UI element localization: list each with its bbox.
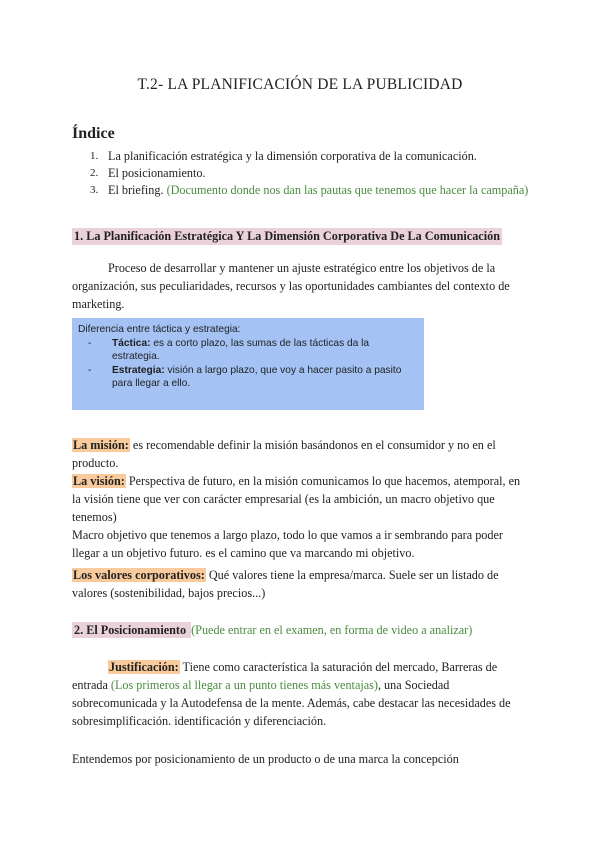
mision-text: es recomendable definir la misión basándonos en el consumidor y no en el producto. [72,438,496,470]
dash-bullet: - [88,337,92,349]
valores-paragraph [72,566,528,602]
box-item-label: Estrategia: [112,364,165,376]
posicionamiento-paragraph: Entendemos por posicionamiento de un producto o de una marca la concepción [72,752,459,766]
justificacion-text-cont: , una Sociedad sobrecomunicada y la Autodefensa de la mente. Además, cabe destacar las necesidades de sobresimplificación. identificación y diferenciación. [72,678,511,728]
justificacion-paragraph [72,658,528,730]
index-heading: Índice [72,125,115,142]
list-item-text: El briefing. [108,183,167,197]
section1-heading: 1. La Planificación Estratégica Y La Dimensión Corporativa De La Comunicación [74,229,500,243]
vision-paragraph [72,472,528,526]
list-item-note: (Documento donde nos dan las pautas que tenemos que hacer la campaña) [166,183,529,197]
vision-text: Perspectiva de futuro, en la misión comunicamos lo que hacemos, atemporal, en la visión tiene que ver con carácter empresarial (es la ambición, un macro objetivo que tenemos) [72,474,521,524]
section1-intro: Proceso de desarrollar y mantener un ajuste estratégico entre los objetivos de la organización, sus peculiaridades, recursos y las oportunidades cambiantes del contexto de marketing. [72,261,510,311]
list-item [72,148,532,164]
box-item-label: Táctica: [112,337,151,349]
mision-label: La misión: [73,438,129,452]
section2-note: (Puede entrar en el examen, en forma de video a analizar) [191,623,473,637]
dash-bullet: - [88,364,92,376]
justificacion-text: Tiene como característica la saturación del mercado, Barreras de entrada [72,660,498,692]
mision-paragraph [72,436,528,472]
box-item-text: visión a largo plazo, que voy a hacer pasito a pasito para llegar a ello. [112,364,402,389]
justificacion-label: Justificación: [109,660,179,674]
list-item-text: El posicionamiento. [108,166,206,180]
valores-label: Los valores corporativos: [73,568,205,582]
vision-label: La visión: [73,474,125,488]
list-item [72,165,532,181]
list-number: 2. [90,167,99,179]
list-item [72,182,532,198]
tactic-strategy-box [72,318,424,410]
list-item [78,364,418,391]
justificacion-note: (Los primeros al llegar a un punto tienes más ventajas) [110,678,378,692]
list-number: 3. [90,184,99,196]
index-list [72,148,532,199]
list-item-text: La planificación estratégica y la dimensión corporativa de la comunicación. [108,149,477,163]
valores-text: Qué valores tiene la empresa/marca. Suele ser un listado de valores (sostenibilidad, bajos precios...) [72,568,499,600]
macro-paragraph: Macro objetivo que tenemos a largo plazo, todo lo que vamos a ir sembrando para poder llegar a un objetivo futuro. es el camino que va marcando mi objetivo. [72,528,503,560]
section2-heading: 2. El Posicionamiento [74,623,190,637]
section2-heading-row [72,622,474,639]
box-title: Diferencia entre táctica y estrategia: [78,324,241,335]
page-title: T.2- LA PLANIFICACIÓN DE LA PUBLICIDAD [137,76,463,93]
box-item-text: es a corto plazo, las sumas de las tácticas da la estrategia. [112,337,370,362]
list-number: 1. [90,150,99,162]
list-item [78,337,418,364]
